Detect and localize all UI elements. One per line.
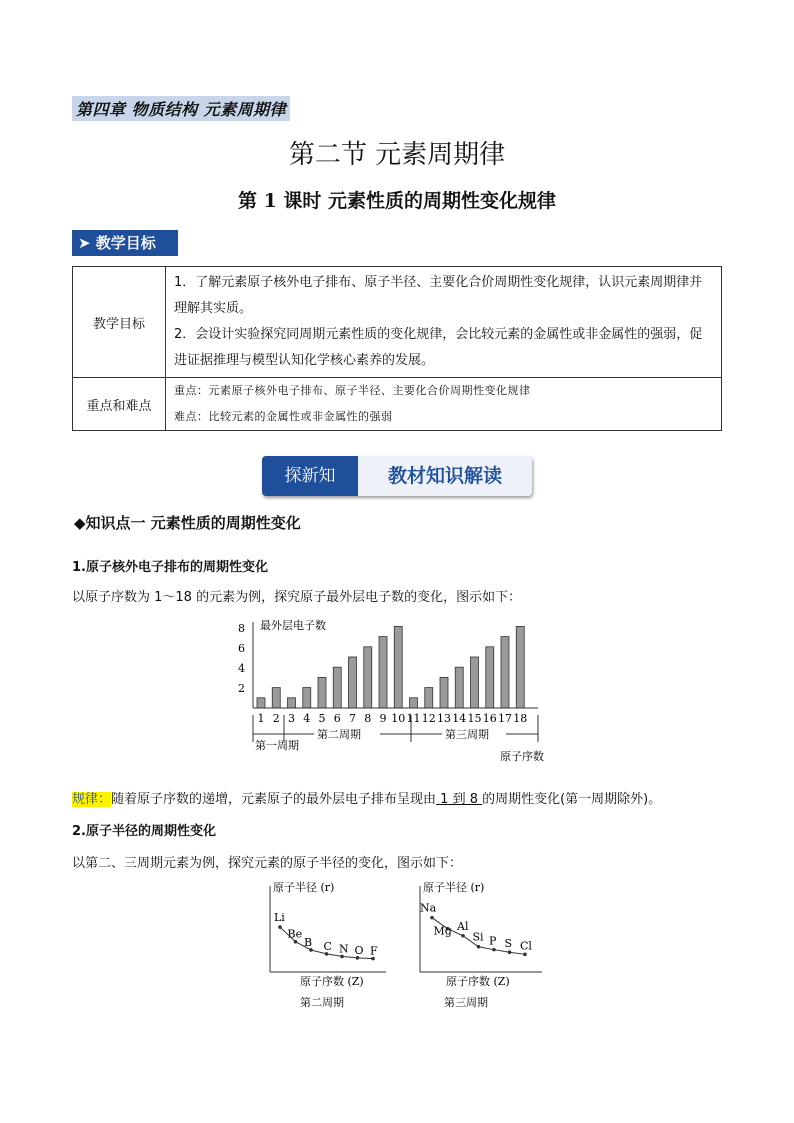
- electron-bar-chart: [220, 612, 560, 772]
- radius-chart-period2: [260, 878, 390, 1012]
- bar-ylabel: 最外层电子数: [260, 619, 326, 632]
- bar-element-8: [364, 647, 372, 708]
- section-1-intro: 以原子序数为 1～18 的元素为例，探究原子最外层电子数的变化，图示如下：: [72, 590, 522, 605]
- element-label-S: S: [504, 937, 513, 951]
- rule-text-a: 随着原子序数的递增，元素原子的最外层电子排布呈现由: [111, 792, 437, 807]
- section-2-heading: 2.原子半径的周期性变化: [72, 824, 216, 839]
- element-label-B: B: [304, 935, 313, 949]
- knowledge-point-heading: ◆知识点一 元素性质的周期性变化: [74, 514, 301, 532]
- xtick-16: 16: [482, 712, 497, 725]
- bar-element-3: [288, 698, 296, 708]
- xtick-11: 11: [406, 712, 421, 725]
- radius-point-Na: [430, 916, 434, 920]
- element-label-Si: Si: [472, 930, 484, 944]
- element-label-Be: Be: [287, 927, 303, 941]
- radius-point-Cl: [523, 953, 527, 957]
- bar-element-1: [257, 698, 265, 708]
- bar-element-17: [501, 637, 509, 708]
- key-point: 重点：元素原子核外电子排布、原子半径、主要化合价周期性变化规律: [174, 384, 531, 397]
- bar-element-14: [455, 667, 463, 708]
- objectives-label: 教学目标: [73, 267, 166, 378]
- radius-point-Si: [477, 945, 481, 949]
- lesson-title: 第 1 课时 元素性质的周期性变化规律: [237, 190, 557, 212]
- bar-element-18: [516, 626, 524, 708]
- element-label-N: N: [339, 942, 349, 956]
- xtick-13: 13: [437, 712, 451, 725]
- key-hard-label: 重点和难点: [73, 378, 166, 431]
- element-label-O: O: [354, 943, 364, 957]
- xtick-3: 3: [288, 712, 295, 725]
- element-label-F: F: [370, 944, 378, 958]
- radius-point-Li: [278, 925, 282, 929]
- xtick-12: 12: [421, 712, 436, 725]
- section-2-intro: 以第二、三周期元素为例，探究元素的原子半径的变化，图示如下：: [72, 856, 463, 871]
- ytick-6: 6: [238, 642, 245, 655]
- element-label-Na: Na: [420, 901, 437, 915]
- hard-point: 难点：比较元素的金属性或非金属性的强弱: [174, 410, 393, 423]
- r3-ylabel: 原子半径 (r): [423, 881, 485, 894]
- element-label-Li: Li: [274, 911, 285, 925]
- ytick-8: 8: [238, 622, 245, 635]
- bar-element-16: [486, 647, 494, 708]
- objectives-content: [166, 267, 722, 378]
- xtick-6: 6: [333, 712, 341, 725]
- element-label-C: C: [323, 939, 332, 953]
- element-label-Cl: Cl: [520, 939, 532, 953]
- objectives-table: [72, 266, 722, 431]
- section-banner: [262, 456, 532, 496]
- xtick-5: 5: [318, 712, 326, 725]
- xtick-1: 1: [257, 712, 265, 725]
- r2-ylabel: 原子半径 (r): [273, 881, 335, 894]
- ytick-2: 2: [238, 682, 245, 695]
- bar-element-13: [440, 677, 448, 708]
- section-title: 第二节 元素周期律: [288, 140, 506, 170]
- xtick-14: 14: [452, 712, 467, 725]
- bar-element-2: [272, 688, 280, 708]
- goal-2: 2．会设计实验探究同周期元素性质的变化规律，会比较元素的金属性或非金属性的强弱，促进证据推理与模型认知化学核心素养的发展。: [174, 327, 703, 368]
- xtick-18: 18: [513, 712, 528, 725]
- rule-text-b: 的周期性变化(第一周期除外)。: [482, 792, 662, 807]
- banner-left: 探新知: [262, 456, 358, 496]
- bar-element-15: [471, 657, 479, 708]
- r3-xlabel: 原子序数 (Z): [446, 975, 510, 988]
- bar-element-6: [333, 667, 341, 708]
- xtick-15: 15: [467, 712, 482, 725]
- r3-caption: 第三周期: [444, 996, 488, 1009]
- rule-answer: 1 到 8: [436, 792, 483, 807]
- xtick-4: 4: [303, 712, 311, 725]
- radius-point-S: [508, 950, 512, 954]
- bar-element-10: [394, 626, 402, 708]
- radius-point-Al: [461, 934, 465, 938]
- element-label-Mg: Mg: [433, 924, 452, 938]
- r2-caption: 第二周期: [300, 996, 344, 1009]
- element-label-P: P: [489, 934, 497, 948]
- xtick-10: 10: [391, 712, 406, 725]
- banner-right: 教材知识解读: [358, 456, 532, 496]
- radius-chart-period3: [410, 878, 545, 1012]
- key-hard-content: [166, 378, 722, 431]
- ytick-4: 4: [238, 662, 245, 675]
- radius-point-P: [492, 948, 496, 952]
- xtick-8: 8: [364, 712, 372, 725]
- goal-1: 1．了解元素原子核外电子排布、原子半径、主要化合价周期性变化规律，认识元素周期律并理解其实质。: [174, 275, 703, 316]
- r2-xlabel: 原子序数 (Z): [300, 975, 364, 988]
- bar-element-4: [303, 688, 311, 708]
- bar-element-7: [349, 657, 357, 708]
- bar-element-12: [425, 688, 433, 708]
- chapter-heading: 第四章 物质结构 元素周期律: [72, 96, 290, 121]
- section-1-rule: [72, 788, 661, 807]
- bar-xlabel: 原子序数: [500, 750, 544, 763]
- bar-element-5: [318, 677, 326, 708]
- xtick-9: 9: [379, 712, 387, 725]
- section-1-heading: 1.原子核外电子排布的周期性变化: [72, 560, 268, 575]
- element-label-Al: Al: [457, 919, 469, 933]
- xtick-7: 7: [349, 712, 356, 725]
- period-2-label: 第二周期: [317, 728, 361, 741]
- objectives-badge: ➤ 教学目标: [72, 230, 178, 256]
- rule-label: 规律：: [72, 792, 112, 807]
- xtick-17: 17: [498, 712, 512, 725]
- bar-element-11: [410, 698, 418, 708]
- period-3-label: 第三周期: [445, 728, 489, 741]
- xtick-2: 2: [272, 712, 280, 725]
- bar-element-9: [379, 637, 387, 708]
- period-1-label: 第一周期: [255, 739, 299, 752]
